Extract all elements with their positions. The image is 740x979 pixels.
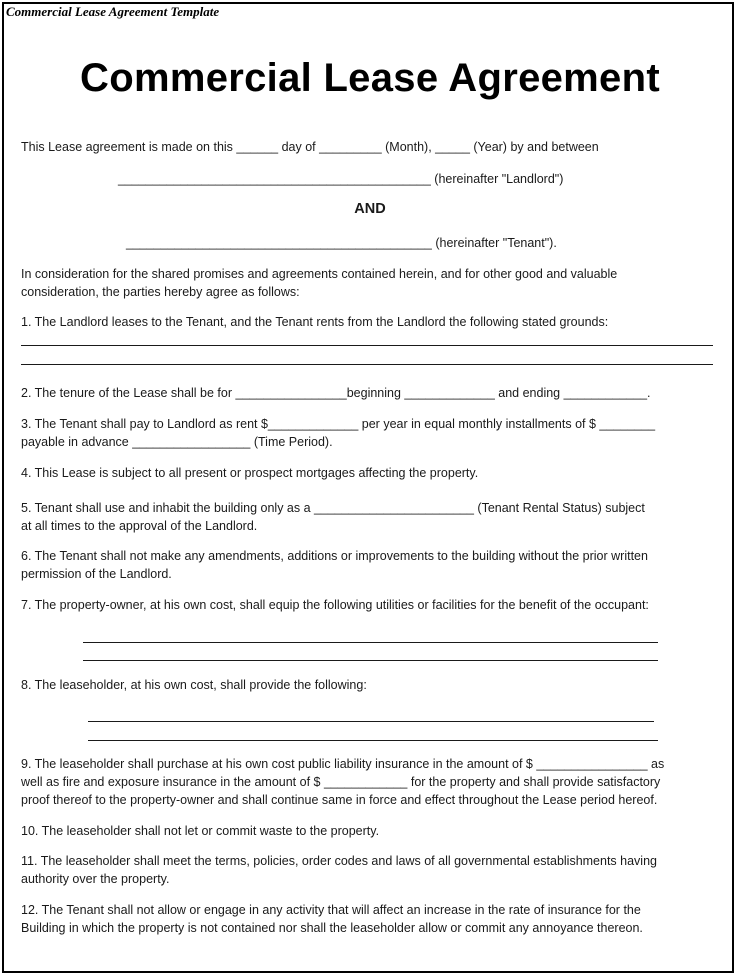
template-label: Commercial Lease Agreement Template [6,4,220,19]
clause-9-line-2: well as fire and exposure insurance in the amount of $ ____________ for the property and shall provide satisfactory [21,775,661,789]
grounds-blank-line-1 [21,345,713,346]
consideration-line-2: consideration, the parties hereby agree as follows: [21,285,300,299]
clause-4: 4. This Lease is subject to all present or prospect mortgages affecting the property. [21,466,479,480]
provisions-blank-line-2 [88,740,658,741]
grounds-blank-line-2 [21,364,713,365]
tenant-line: ____________________________________________ (hereinafter "Tenant"). [126,236,557,250]
clause-12-line-2: Building in which the property is not contained nor shall the leaseholder allow or commit any annoyance thereon. [21,921,643,935]
clause-5-line-1: 5. Tenant shall use and inhabit the building only as a _______________________ (Tenant Rental Status) subject [21,501,645,515]
clause-9-line-3: proof thereof to the property-owner and shall continue same in force and effect throughout the Lease period hereof. [21,793,658,807]
clause-12-line-1: 12. The Tenant shall not allow or engage in any activity that will affect an increase in the rate of insurance for the [21,903,641,917]
clause-11-line-1: 11. The leaseholder shall meet the terms, policies, order codes and laws of all governmental establishments having [21,854,657,868]
clause-5-line-2: at all times to the approval of the Landlord. [21,519,258,533]
landlord-line: _____________________________________________ (hereinafter "Landlord") [118,172,564,186]
clause-11-line-2: authority over the property. [21,872,170,886]
clause-1: 1. The Landlord leases to the Tenant, and the Tenant rents from the Landlord the following stated grounds: [21,315,609,329]
clause-9-line-1: 9. The leaseholder shall purchase at his own cost public liability insurance in the amount of $ ________________ as [21,757,665,771]
clause-6-line-1: 6. The Tenant shall not make any amendments, additions or improvements to the building without the prior written [21,549,648,563]
clause-3-line-1: 3. The Tenant shall pay to Landlord as rent $_____________ per year in equal monthly installments of $ ________ [21,417,656,431]
intro-made-on: This Lease agreement is made on this ______ day of _________ (Month), _____ (Year) by and between [21,140,599,154]
clause-10: 10. The leaseholder shall not let or commit waste to the property. [21,824,380,838]
provisions-blank-line-1 [88,721,654,722]
utilities-blank-line-2 [83,660,658,661]
clause-3-line-2: payable in advance _________________ (Time Period). [21,435,333,449]
utilities-blank-line-1 [83,642,658,643]
clause-8: 8. The leaseholder, at his own cost, shall provide the following: [21,678,367,692]
clause-7: 7. The property-owner, at his own cost, shall equip the following utilities or facilities for the benefit of the occupant: [21,598,649,612]
document-title: Commercial Lease Agreement [80,56,660,100]
clause-2: 2. The tenure of the Lease shall be for ________________beginning _____________ and ending ____________. [21,386,651,400]
and-heading: AND [354,201,386,217]
consideration-line-1: In consideration for the shared promises and agreements contained herein, and for other good and valuable [21,267,618,281]
clause-6-line-2: permission of the Landlord. [21,567,172,581]
